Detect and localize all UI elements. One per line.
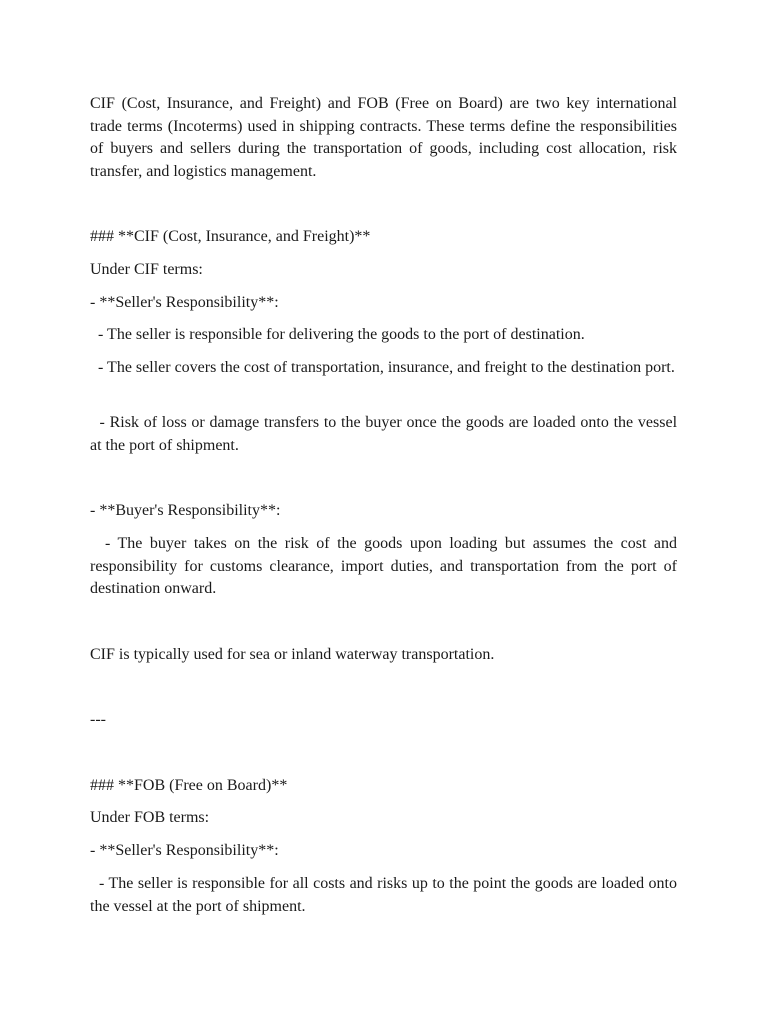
cif-buyer-item: - The buyer takes on the risk of the goods upon loading but assumes the cost and responsibility for customs clearance, import duties, and transportation from the port of destination onward. — [90, 535, 681, 597]
cif-buyer-label: - **Buyer's Responsibility**: — [90, 502, 281, 519]
section-separator: --- — [90, 711, 106, 728]
fob-heading: ### **FOB (Free on Board)** — [90, 777, 288, 794]
cif-heading: ### **CIF (Cost, Insurance, and Freight)** — [90, 228, 371, 245]
cif-usage-note: CIF is typically used for sea or inland waterway transportation. — [90, 646, 495, 663]
fob-under-terms: Under FOB terms: — [90, 809, 210, 826]
cif-seller-label: - **Seller's Responsibility**: — [90, 294, 279, 311]
fob-seller-label: - **Seller's Responsibility**: — [90, 842, 279, 859]
cif-seller-item: - The seller is responsible for delivering the goods to the port of destination. — [90, 326, 585, 343]
cif-seller-item: - The seller covers the cost of transportation, insurance, and freight to the destination port. — [90, 359, 675, 376]
intro-paragraph: CIF (Cost, Insurance, and Freight) and FOB (Free on Board) are two key international trade terms (Incoterms) used in shipping contracts. These terms define the responsibilities of buyers and sellers during the transportation of goods, including cost allocation, risk transfer, and logistics management. — [90, 95, 681, 180]
fob-seller-item: - The seller is responsible for all costs and risks up to the point the goods are loaded onto the vessel at the port of shipment. — [90, 875, 681, 915]
cif-seller-item: - Risk of loss or damage transfers to the buyer once the goods are loaded onto the vessel at the port of shipment. — [90, 414, 682, 454]
cif-under-terms: Under CIF terms: — [90, 261, 203, 278]
